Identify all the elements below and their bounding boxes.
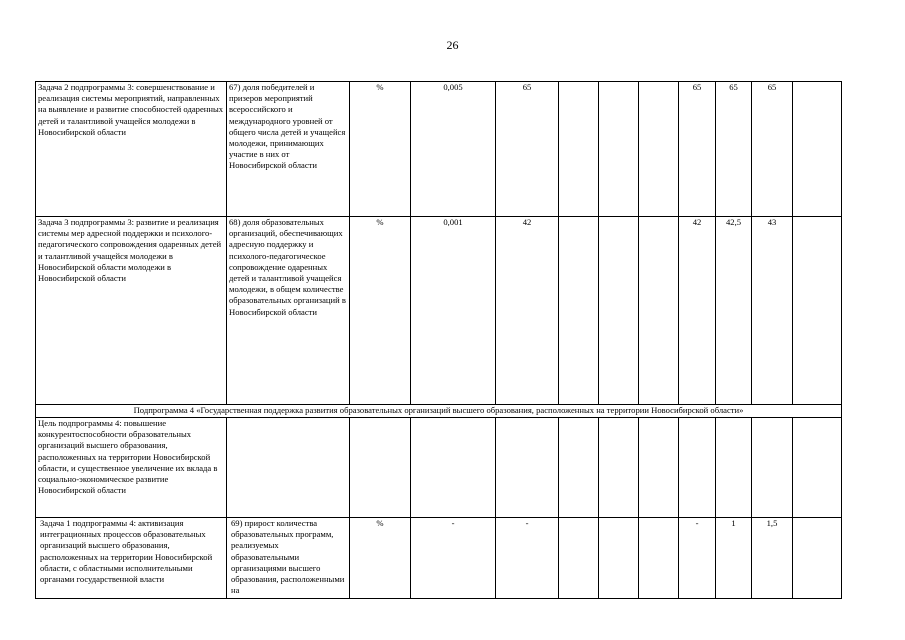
empty-cell	[639, 418, 679, 518]
value-cell	[559, 518, 599, 599]
indicator-cell: 68) доля образовательных организаций, обеспечивающих адресную поддержку и психолого-педагогическое сопровождение одаренных детей и талантливой учащейся молодежи, в общем количестве образовательных организаций в Новосибирской области	[227, 217, 350, 405]
note-cell	[793, 518, 842, 599]
empty-cell	[559, 418, 599, 518]
indicator-cell	[227, 518, 350, 599]
empty-cell	[350, 418, 411, 518]
value-cell	[559, 82, 599, 217]
task-text: Задача 1 подпрограммы 4: активизация интеграционных процессов образовательных организаций высшего образования, расположенных на территории Новосибирской области, с областными исполнительными органами государственной власти	[40, 518, 213, 585]
value-cell: 65	[716, 82, 752, 217]
note-cell	[793, 217, 842, 405]
empty-cell	[752, 418, 793, 518]
value-cell	[639, 217, 679, 405]
value-cell: 65	[679, 82, 716, 217]
value-cell: 1	[716, 518, 752, 599]
value-cell: -	[679, 518, 716, 599]
weight-cell: 0,001	[411, 217, 496, 405]
table-row	[36, 217, 842, 405]
value-cell	[559, 217, 599, 405]
indicator-text: 69) прирост количества образовательных программ, реализуемых образовательными организациями высшего образования, расположенными на	[231, 518, 345, 596]
empty-cell	[716, 418, 752, 518]
table-row	[36, 418, 842, 518]
goal-cell: Цель подпрограммы 4: повышение конкурентоспособности образовательных организаций высшего образования, расположенных на территории Новосибирской области, и существенное увеличение их вклада в социально-экономическое развитие Новосибирской области	[36, 418, 227, 518]
empty-cell	[411, 418, 496, 518]
table-row	[36, 82, 842, 217]
weight-cell: -	[411, 518, 496, 599]
empty-cell	[599, 418, 639, 518]
value-cell: 42	[679, 217, 716, 405]
note-cell	[793, 82, 842, 217]
unit-cell: %	[350, 82, 411, 217]
weight-cell: 0,005	[411, 82, 496, 217]
indicators-table	[35, 81, 842, 599]
subprogram-header: Подпрограмма 4 «Государственная поддержка развития образовательных организаций высшего образования, расположенных на территории Новосибирской области»	[36, 405, 842, 418]
value-cell	[599, 82, 639, 217]
task-cell: Задача 2 подпрограммы 3: совершенствование и реализация системы мероприятий, направленных на выявление и развитие способностей одаренных детей и талантливой учащейся молодежи в Новосибирской области	[36, 82, 227, 217]
empty-cell	[679, 418, 716, 518]
page-number: 26	[446, 38, 459, 52]
value-cell	[639, 518, 679, 599]
base-value-cell: 42	[496, 217, 559, 405]
value-cell: 43	[752, 217, 793, 405]
empty-cell	[496, 418, 559, 518]
empty-cell	[793, 418, 842, 518]
empty-cell	[227, 418, 350, 518]
subprogram-row	[36, 405, 842, 418]
value-cell: 1,5	[752, 518, 793, 599]
task-cell	[36, 518, 227, 599]
value-cell	[599, 217, 639, 405]
indicator-cell: 67) доля победителей и призеров мероприятий всероссийского и международного уровней от общего числа детей и учащейся молодежи, принимающих участие в них от Новосибирской области	[227, 82, 350, 217]
value-cell: 42,5	[716, 217, 752, 405]
value-cell: 65	[752, 82, 793, 217]
value-cell	[599, 518, 639, 599]
task-cell: Задача 3 подпрограммы 3: развитие и реализация системы мер адресной поддержки и психолого-педагогического сопровождения одаренных детей и талантливой учащейся молодежи в Новосибирской области молодежи в Новосибирской области	[36, 217, 227, 405]
base-value-cell: -	[496, 518, 559, 599]
unit-cell: %	[350, 518, 411, 599]
base-value-cell: 65	[496, 82, 559, 217]
value-cell	[639, 82, 679, 217]
unit-cell: %	[350, 217, 411, 405]
table-row	[36, 518, 842, 599]
